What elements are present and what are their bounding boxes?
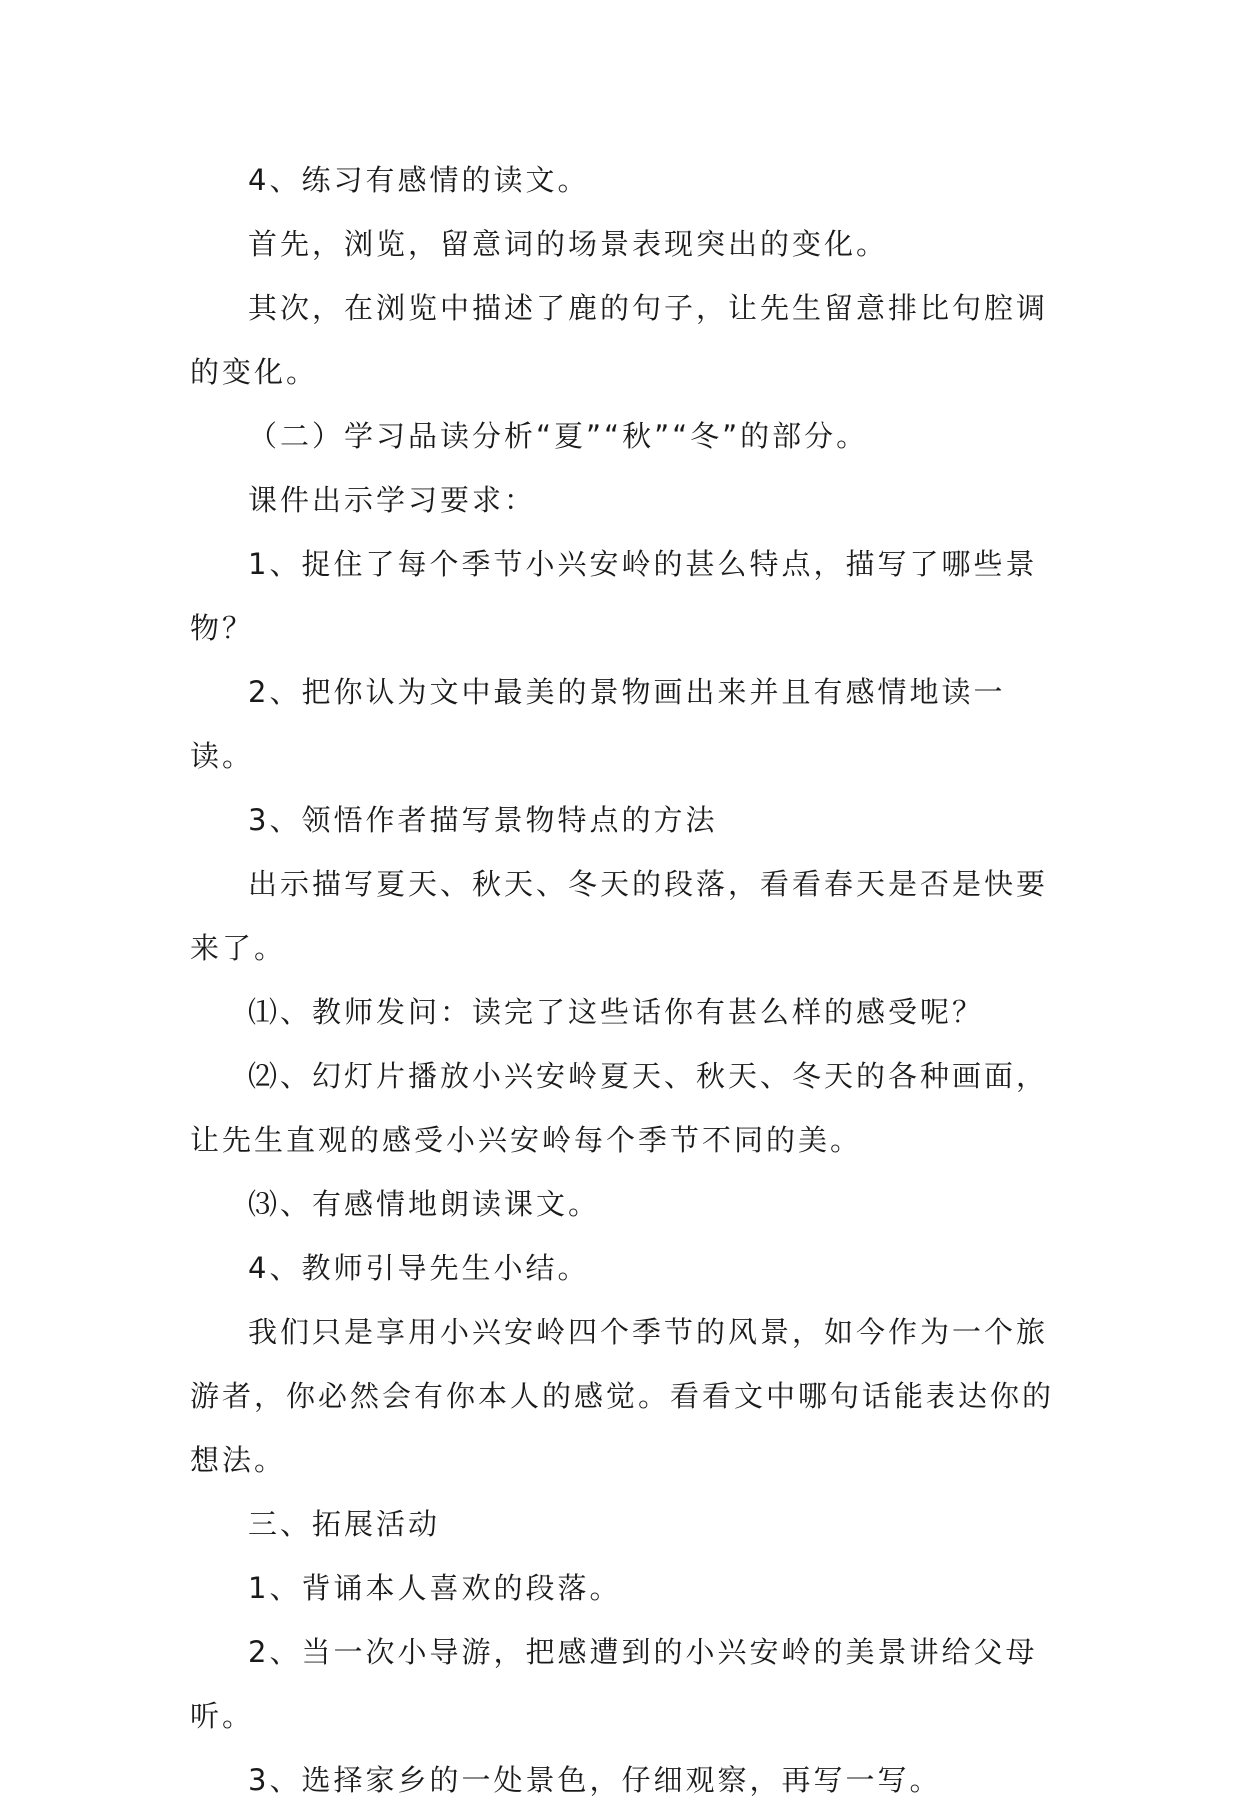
document-body [190, 148, 1060, 1812]
paragraph-teacher-summary: 4、教师引导先生小结。 [248, 1251, 590, 1285]
extension-item-3: 3、选择家乡的一处景色，仔细观察，再写一写。 [248, 1763, 942, 1797]
step-item-2: ⑵、幻灯片播放小兴安岭夏天、秋天、冬天的各种画面，让先生直观的感受小兴安岭每个季节不同的美。 [190, 1059, 1049, 1157]
requirement-item-2: 2、把你认为文中最美的景物画出来并且有感情地读一读。 [190, 675, 1006, 773]
extension-item-1: 1、背诵本人喜欢的段落。 [248, 1571, 622, 1605]
step-item-3: ⑶、有感情地朗读课文。 [248, 1187, 601, 1221]
extension-item-2: 2、当一次小导游，把感遭到的小兴安岭的美景讲给父母听。 [190, 1635, 1038, 1733]
paragraph-show-seasons: 出示描写夏天、秋天、冬天的段落，看看春天是否是快要来了。 [190, 867, 1049, 965]
section-heading-extension: 三、拓展活动 [248, 1507, 441, 1541]
paragraph-first-step: 首先，浏览，留意词的场景表现突出的变化。 [248, 227, 889, 261]
section-heading-summer-autumn-winter: （二）学习品读分析“夏”“秋”“冬”的部分。 [248, 419, 869, 453]
paragraph-tourist-feeling: 我们只是享用小兴安岭四个季节的风景，如今作为一个旅游者，你必然会有你本人的感觉。看看文中哪句话能表达你的想法。 [190, 1315, 1055, 1477]
paragraph-courseware-requirements: 课件出示学习要求： [248, 483, 537, 517]
requirement-item-1: 1、捉住了每个季节小兴安岭的甚么特点，描写了哪些景物？ [190, 547, 1038, 645]
paragraph-second-step: 其次，在浏览中描述了鹿的句子，让先生留意排比句腔调的变化。 [190, 291, 1049, 389]
paragraph-practice-reading: 4、练习有感情的读文。 [248, 163, 590, 197]
step-item-1: ⑴、教师发问：读完了这些话你有甚么样的感受呢？ [248, 995, 985, 1029]
requirement-item-3: 3、领悟作者描写景物特点的方法 [248, 803, 718, 837]
